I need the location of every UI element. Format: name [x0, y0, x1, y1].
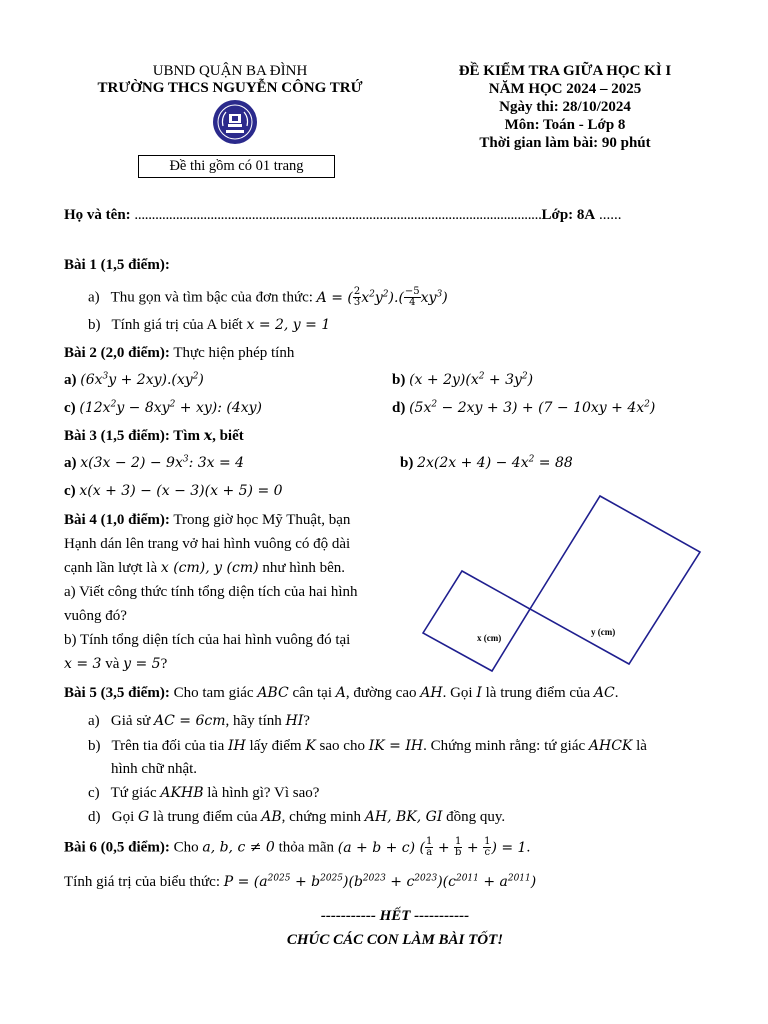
- bai3-title: Bài 3 (1,5 điểm): Tìm x, biết: [64, 428, 244, 444]
- bai5-b-cont: hình chữ nhật.: [111, 761, 198, 777]
- small-square: [423, 571, 530, 671]
- district-name: UBND QUẬN BA ĐÌNH: [152, 63, 308, 79]
- bai5-a: a) Giả sử AC = 6cm, hãy tính HI?: [88, 713, 310, 729]
- bai5-b: b) Trên tia đối của tia IH lấy điểm K sao cho IK = IH. Chứng minh rằng: tứ giác AHCK là: [88, 738, 647, 754]
- bai3-b: b) $2x(2x + 4) - 4x^2 = 88$: [400, 454, 573, 471]
- school-year: NĂM HỌC 2024 – 2025: [488, 81, 642, 97]
- label-x: x (cm): [477, 633, 502, 643]
- bai2-title-line: [64, 343, 294, 363]
- bai1-a-text: Thu gọn và tìm bậc của đơn thức:: [110, 289, 313, 306]
- bai5-d: d) Gọi G là trung điểm của AB, chứng minh AH, BK, GI đồng quy.: [88, 809, 506, 825]
- bai1-b-label: b): [88, 317, 101, 333]
- school-name: TRƯỜNG THCS NGUYỄN CÔNG TRỨ: [97, 80, 363, 96]
- bai1-a: a) Thu gọn và tìm bậc của đơn thức: A = ( $\frac{2}{3}$ $x^2y^2$).( $\frac{-5}{4}$ $xy^3$): [88, 286, 448, 308]
- bai2-b: b) $(x + 2y)(x^2 + 3y^2)$: [392, 371, 534, 388]
- bai1-title: Bài 1 (1,5 điểm):: [64, 257, 170, 273]
- end-marker: ----------- HẾT -----------: [320, 908, 470, 924]
- bai5-c: c) Tứ giác AKHB là hình gì? Vì sao?: [88, 785, 320, 801]
- bai6-line2: Tính giá trị của biểu thức: $P = (a^{2025} + b^{2025})(b^{2023} + c^{2023})(c^{2011} + a^{2011})$: [64, 873, 537, 890]
- large-square: [530, 496, 700, 664]
- name-label: Họ và tên:: [64, 207, 131, 223]
- bai4-text: Bài 4 (1,0 điểm): Trong giờ học Mỹ Thuật, bạn Hạnh dán lên trang vở hai hình vuông có độ dài cạnh lần lượt là x (cm), y (cm) như hình bên. a) Viết công thức tính tổng diện tích của hai hình vuông đó? b) Tính tổng diện tích của hai hình vuông đó tại x = 3 và y = 5?: [64, 512, 358, 672]
- page-count-box: Đề thi gồm có 01 trang: [138, 155, 335, 178]
- bai2-c: c) $(12x^2y - 8xy^2 + xy)$: (4xy): [64, 399, 263, 416]
- two-squares-figure: [415, 490, 715, 680]
- label-y: y (cm): [591, 627, 616, 637]
- name-dots: ......................................................................................................................: [134, 207, 542, 223]
- student-line: [64, 205, 622, 225]
- exam-date: Ngày thi: 28/10/2024: [499, 99, 631, 115]
- bai2-d: d) $(5x^2 - 2xy + 3) + (7 - 10xy + 4x^2)$: [392, 399, 656, 416]
- bai2-title: Bài 2 (2,0 điểm):: [64, 345, 170, 361]
- exam-subject: Môn: Toán - Lớp 8: [504, 117, 626, 133]
- bai2-a: a) $(6x^3y + 2xy).(xy^2)$: [64, 371, 204, 388]
- exam-duration: Thời gian làm bài: 90 phút: [479, 135, 651, 151]
- bai2-desc: Thực hiện phép tính: [173, 345, 295, 361]
- bai3-c: c) x(x + 3) − (x − 3)(x + 5) = 0: [64, 483, 283, 499]
- good-luck: CHÚC CÁC CON LÀM BÀI TỐT!: [286, 932, 504, 948]
- bai1-b: b) Tính giá trị của A biết x = 2, y = 1: [88, 317, 331, 333]
- class-label: Lớp: 8A: [541, 207, 596, 223]
- class-dots: ......: [599, 207, 622, 223]
- school-logo: [213, 100, 257, 144]
- bai5-title-line: Bài 5 (3,5 điểm): Cho tam giác ABC cân tại A, đường cao AH. Gọi I là trung điểm của AC.: [64, 685, 619, 701]
- bai1-b-text: Tính giá trị của A biết: [111, 317, 243, 333]
- bai1-a-label: a): [88, 289, 100, 306]
- exam-title: ĐỀ KIỂM TRA GIỮA HỌC KÌ I: [458, 63, 672, 79]
- bai3-a: a) $x(3x - 2) - 9x^3$: 3x = 4: [64, 454, 245, 471]
- school-logo-icon: [213, 100, 257, 144]
- bai6-line1: Bài 6 (0,5 điểm): Cho a, b, c ≠ 0 thỏa mãn (a + b + c) ( $\frac{1}{a}$ + $\frac{1}{b}$ + $\frac{1}{c}$ ) = 1.: [64, 836, 531, 858]
